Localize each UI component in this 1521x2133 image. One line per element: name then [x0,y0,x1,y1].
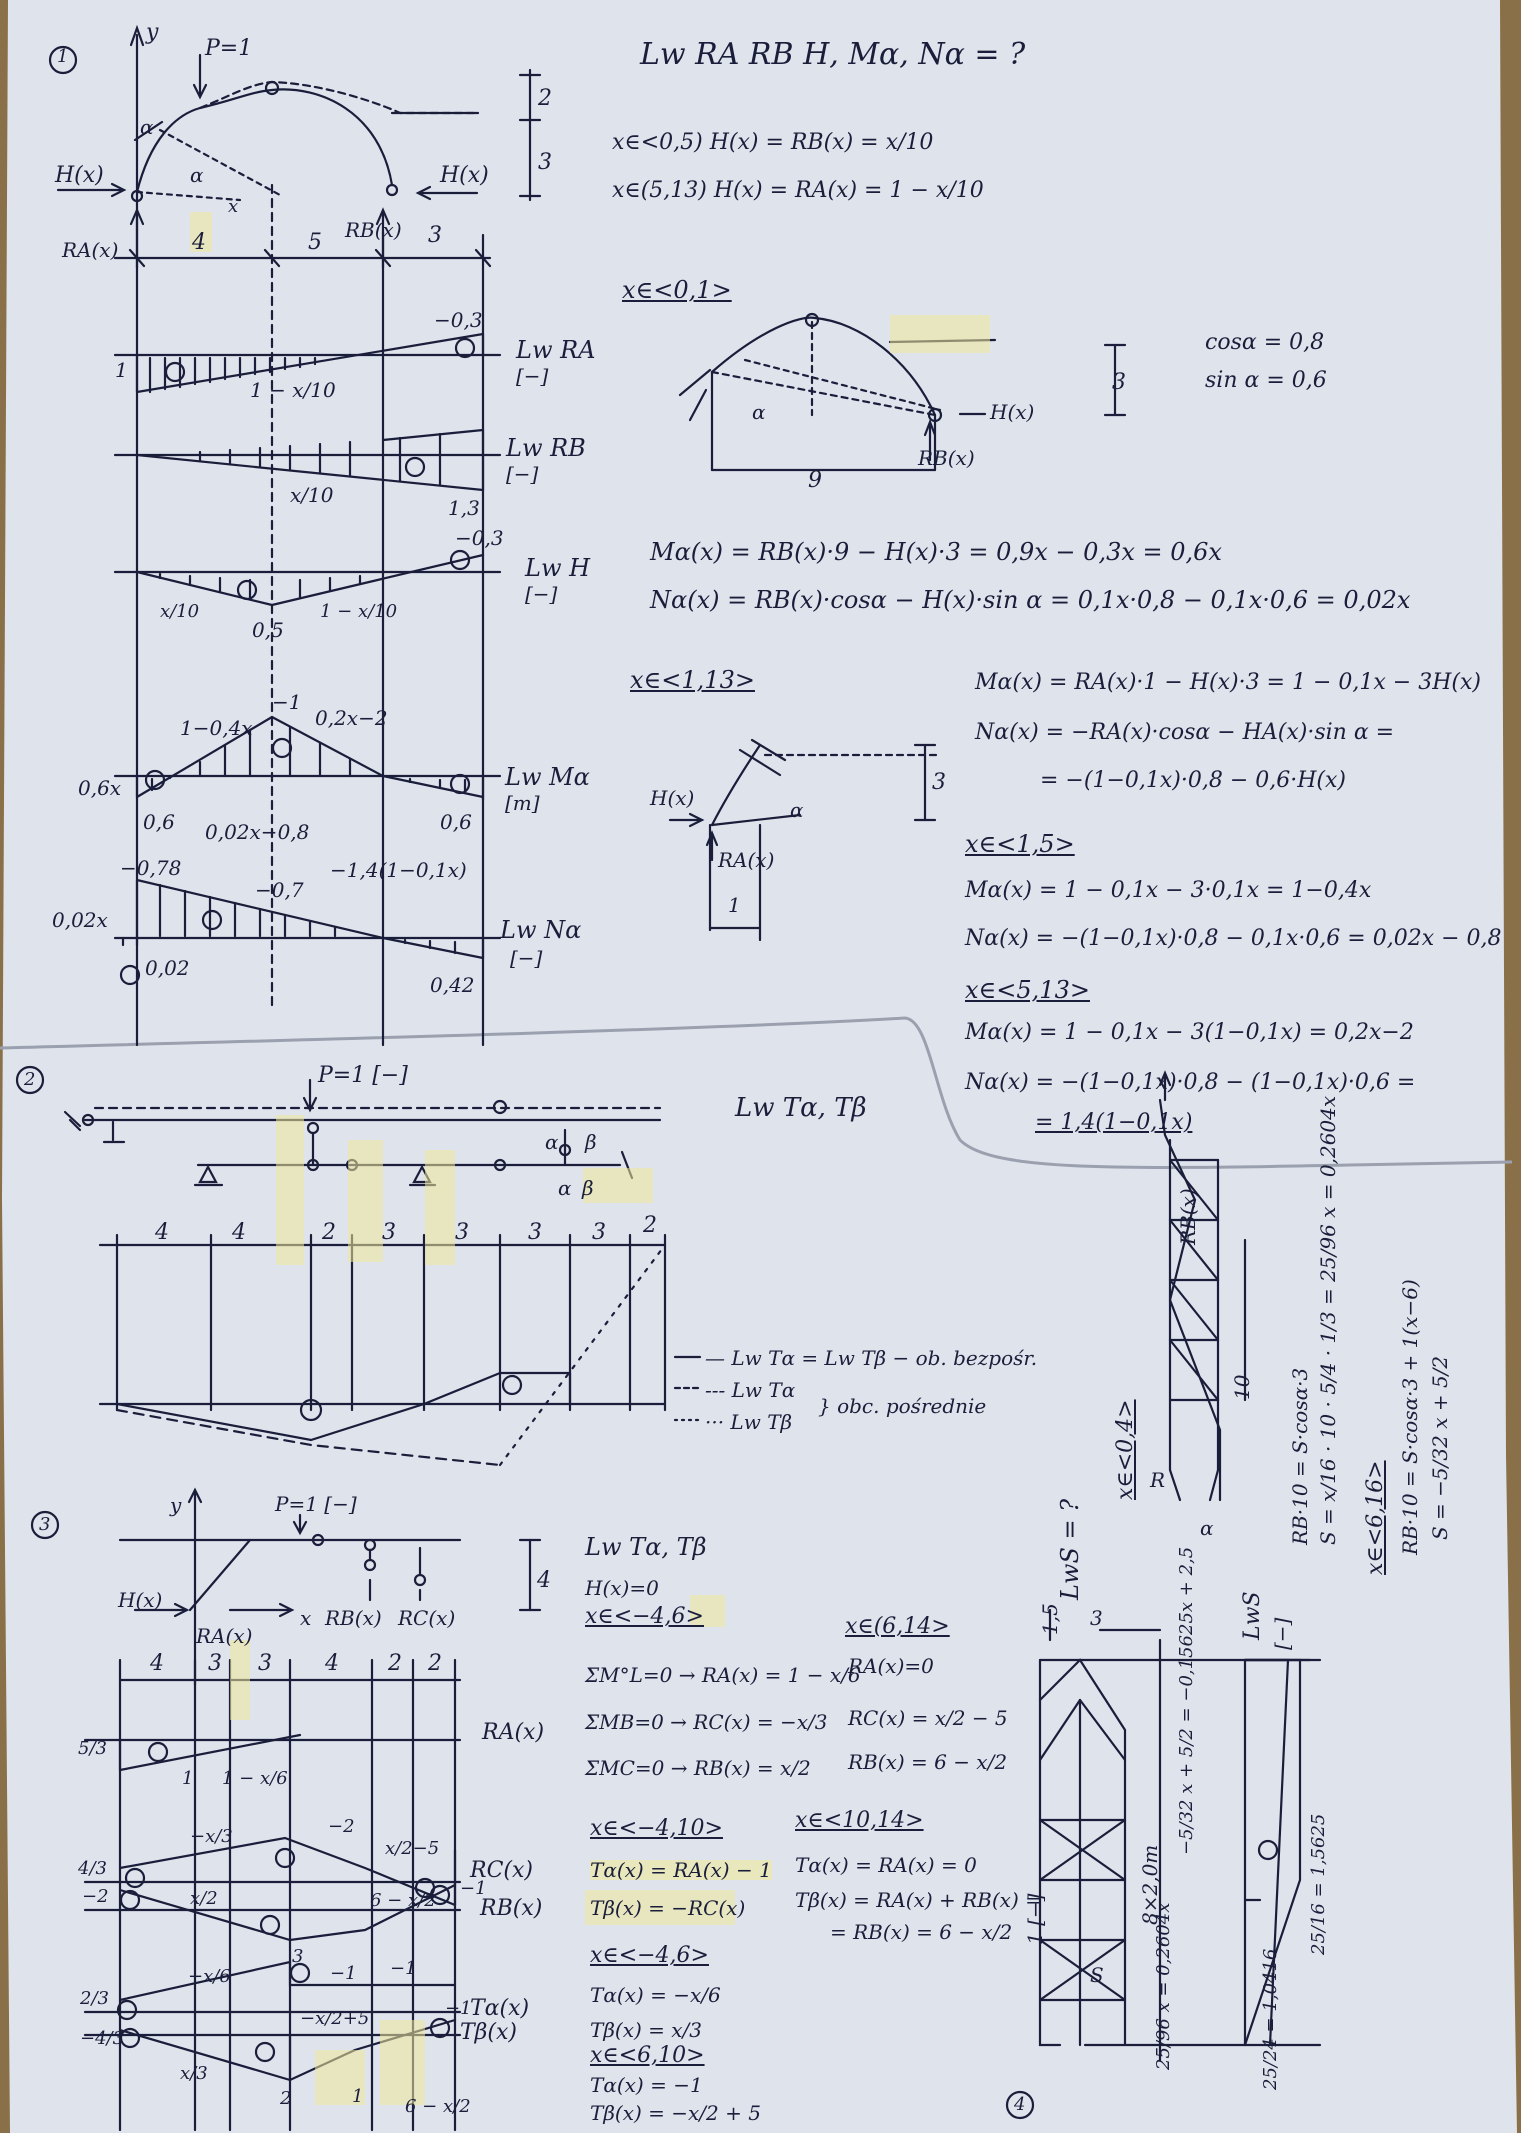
n-5-13-b: = 1,4(1−0,1x) [1035,1110,1193,1135]
section4-dim-3: 3 [1090,1606,1103,1630]
sub-dim-1: 1 [728,893,741,917]
section3-label-h: H(x) [118,1588,163,1612]
eq-h-2: x∈(5,13) H(x) = RA(x) = 1 − x/10 [612,178,984,203]
s3-ra-label-3: 1 − x/6 [222,1768,288,1789]
section4-eq-a2: S = x/16 · 10 · 5/4 · 1/3 = 25/96 x = 0,2604x [1316,1095,1340,1545]
arch-label-rb: RB(x) [918,446,975,470]
section4-number: 4 [1014,2094,1026,2115]
lw-ra-label-end: −0,3 [434,308,483,332]
section3-dim-3: 3 [258,1651,272,1676]
cos-value: cosα = 0,8 [1205,330,1325,355]
lw-n-unit: [−] [510,946,543,970]
s3-tb-label-5: 1 [352,2086,364,2107]
section4-val-2: 25/24 = 1,0416 [1260,1948,1281,2090]
range-0-1: x∈<0,1> [622,276,732,304]
section1-dim-5: 5 [308,230,322,255]
n-1-5: Nα(x) = −(1−0,1x)·0,8 − 0,1x·0,6 = 0,02x − 0,8 [965,926,1502,951]
section4-title: LwS = ? [1056,1498,1084,1600]
section3-load: P=1 [−] [275,1492,357,1516]
section3-dim-vert: 4 [537,1568,551,1593]
s3-ta-name: Tα(x) [470,1996,530,2021]
lw-n-label-left: 0,02x [52,908,108,932]
eq-h-1: x∈<0,5) H(x) = RB(x) = x/10 [612,130,934,155]
lw-n-label-formula: 0,02x−0,8 [205,820,310,844]
s3-rb-label-4: 6 − x/2 [370,1890,436,1911]
section4-label-r: R [1150,1468,1166,1492]
range-1-13: x∈<1,13> [630,666,755,694]
lw-rb-label-formula: x/10 [290,483,334,507]
section4-line-b: −5/32 x + 5/2 = −0,15625x + 2,5 [1176,1546,1197,1855]
s3-tb-label-3: 2 [280,2088,292,2109]
lw-rb-name: Lw RB [506,434,586,462]
section2-dim-5: 3 [455,1220,469,1245]
section3-label-ra: RA(x) [196,1624,253,1648]
section4-load: 1 [−] [1023,1893,1047,1945]
section1-label-h-right: H(x) [440,163,489,188]
lw-h-name: Lw H [525,554,591,582]
section4-val-1: 25/16 = 1,5625 [1308,1813,1329,1955]
section3-range-e: x∈<−4,6> [590,1943,709,1968]
s3-rb-label-3: 3 [292,1946,304,1967]
section3-eq-3b: RB(x) = 6 − x/2 [848,1750,1008,1774]
section3-range-a: x∈<−4,6> [585,1604,704,1629]
section2-beta-2: β [582,1176,594,1200]
section3-ta-1: Tα(x) = RA(x) − 1 [590,1858,772,1882]
s3-rc-label-3: −2 [328,1816,355,1837]
section4-lw-unit: [−] [1270,1617,1294,1650]
lw-m-label-left: 0,6x [78,776,122,800]
lw-ra-label-formula: 1 − x/10 [250,378,336,402]
section4-range-b: x∈<6,16> [1363,1460,1388,1575]
s3-tb-label-1: −4/3 [80,2028,125,2049]
m-1-13: Mα(x) = RA(x)·1 − H(x)·3 = 1 − 0,1x − 3H(x) [975,670,1481,695]
section1-dim-3: 3 [428,223,442,248]
section3-eq-3: ΣMC=0 → RB(x) = x/2 [585,1756,811,1780]
section2-alpha-2: α [558,1176,572,1200]
s3-ta-label-2: −x/6 [188,1966,231,1987]
section1-number: 1 [57,46,69,67]
section3-dim-6: 2 [428,1651,442,1676]
lw-m-label-06b: 0,6 [440,810,472,834]
section4-dim-10: 10 [1230,1374,1254,1400]
sub-label-h: H(x) [650,786,695,810]
section3-label-rb: RB(x) [325,1606,382,1630]
s3-tb-label-6: 6 − x/2 [405,2096,471,2117]
section3-number: 3 [39,1514,51,1535]
lw-m-unit: [m] [505,791,540,815]
section3-eq-2b: RC(x) = x/2 − 5 [848,1706,1008,1730]
n-5-13-a: Nα(x) = −(1−0,1x)·0,8 − (1−0,1x)·0,6 = [965,1070,1416,1095]
lw-m-label-rise: 1−0,4x [180,716,253,740]
lw-h-label-right: 1 − x/10 [320,601,398,622]
section1-axis-y: y [146,20,159,45]
lw-ra-unit: [−] [516,364,549,388]
section3-tb-2b: = RB(x) = 6 − x/2 [830,1920,1013,1944]
section3-label-rc: RC(x) [398,1606,456,1630]
section1-label-alpha: α [140,115,154,139]
s3-rb-name: RB(x) [480,1896,543,1921]
section2-legend-3: ··· Lw Tβ [705,1410,793,1434]
section1-label-ra: RA(x) [62,238,119,262]
section1-dim-v3: 3 [538,150,552,175]
section4-label-rb: RB(x) [1176,1188,1200,1245]
section3-title: Lw Tα, Tβ [585,1533,707,1561]
section4-dim-8x2: 8×2,0m [1138,1844,1162,1925]
section3-dim-5: 2 [388,1651,402,1676]
range-1-5: x∈<1,5> [965,830,1075,858]
s3-ta-label-4: −1 [390,1958,417,1979]
section3-h-zero: H(x)=0 [585,1576,659,1600]
section1-dim-4: 4 [192,230,206,255]
lw-n-label-002: 0,02 [145,956,190,980]
section2-dim-8: 2 [643,1213,657,1238]
section2-number: 2 [24,1069,36,1090]
section3-ta-4: Tα(x) = −1 [590,2073,703,2097]
section4-eq-b1: RB·10 = S·cosα·3 + 1(x−6) [1398,1279,1422,1555]
section1-label-rb: RB(x) [345,218,402,242]
s3-ta-label-1: 2/3 [80,1988,109,2009]
section3-eq-2: ΣMB=0 → RC(x) = −x/3 [585,1710,828,1734]
section3-range-f: x∈<6,10> [590,2043,705,2068]
section3-tb-1: Tβ(x) = −RC(x) [590,1896,746,1920]
sub-dim-3: 3 [932,770,946,795]
s3-rc-label-2: −x/3 [190,1826,233,1847]
lw-n-label-042: 0,42 [430,973,475,997]
s3-rb-label-1: −2 [82,1886,109,1907]
lw-ra-label-1: 1 [115,358,128,382]
section2-dim-2: 4 [232,1220,246,1245]
section4-label-alpha: α [1200,1516,1214,1540]
section1-title: Lw RA RB H, Mα, Nα = ? [640,37,1026,72]
section3-dim-4: 4 [325,1651,339,1676]
lw-h-label-peak: 0,5 [252,618,284,642]
arch-dim-9: 9 [808,468,822,493]
s3-rb-label-2: x/2 [190,1888,218,1909]
section2-dim-6: 3 [528,1220,542,1245]
section2-load: P=1 [−] [318,1063,408,1088]
lw-m-label-peak: −1 [272,690,302,714]
range-5-13: x∈<5,13> [965,976,1090,1004]
section3-eq-1: ΣM°L=0 → RA(x) = 1 − x/6 [585,1663,861,1687]
section1-dim-v2: 2 [538,86,552,111]
section2-alpha: α [545,1130,559,1154]
section3-axis-y: y [170,1493,182,1517]
s3-tb-label-2: x/3 [180,2063,208,2084]
section1-label-x: x [228,196,239,217]
section3-tb-2a: Tβ(x) = RA(x) + RB(x) = [795,1888,1042,1912]
section2-title: Lw Tα, Tβ [735,1093,867,1123]
lw-m-label-fall: 0,2x−2 [315,706,388,730]
section3-range-d: x∈<10,14> [795,1808,924,1833]
lw-n-label-formula-2: −1,4(1−0,1x) [330,858,467,882]
section2-legend-4: } obc. pośrednie [818,1394,987,1418]
s3-rc-name: RC(x) [470,1858,533,1883]
arch-dim-3: 3 [1112,370,1126,395]
lw-n-name: Lw Nα [500,916,582,944]
arch-label-alpha: α [752,400,766,424]
section3-label-x: x [300,1606,312,1630]
section2-dim-7: 3 [592,1220,606,1245]
section1-label-alpha-2: α [190,163,204,187]
lw-rb-label-end: 1,3 [448,496,480,520]
section4-eq-a1: RB·10 = S·cosα·3 [1288,1367,1312,1545]
section2-dim-4: 3 [382,1220,396,1245]
s3-ra-label-1: 5/3 [78,1738,107,1759]
section3-range-c: x∈<−4,10> [590,1816,723,1841]
lw-ra-name: Lw RA [516,336,596,364]
section3-eq-1b: RA(x)=0 [848,1654,934,1678]
sub-label-alpha: α [790,798,804,822]
s3-tb-label-7: −1 [445,1998,472,2019]
sub-label-ra: RA(x) [718,848,775,872]
section2-legend-1: — Lw Tα = Lw Tβ − ob. bezpośr. [705,1346,1038,1370]
lw-n-label-07: −0,7 [255,878,304,902]
lw-n-label-078: −0,78 [120,856,182,880]
section4-range-a: x∈<0,4> [1113,1399,1138,1500]
s3-tb-name: Tβ(x) [460,2020,517,2045]
section3-range-b: x∈(6,14> [845,1614,950,1639]
section4-line-a: 25/96 x = 0,2604x [1153,1902,1174,2070]
section3-tb-4: Tβ(x) = −x/2 + 5 [590,2101,761,2125]
section1-load: P=1 [205,36,253,61]
section2-dim-1: 4 [155,1220,169,1245]
section3-tb-3: Tβ(x) = x/3 [590,2018,703,2042]
section2-legend-2: --- Lw Tα [705,1378,796,1402]
lw-rb-unit: [−] [506,462,539,486]
lw-m-label-06a: 0,6 [143,810,175,834]
section4-lw: LwS [1240,1591,1265,1640]
lw-m-name: Lw Mα [505,763,590,791]
sin-value: sin α = 0,6 [1205,368,1327,393]
section3-ta-2: Tα(x) = RA(x) = 0 [795,1853,977,1877]
lw-h-unit: [−] [525,582,558,606]
section3-ta-3: Tα(x) = −x/6 [590,1983,721,2007]
s3-ra-label-2: 1 [182,1768,194,1789]
s3-rc-label-1: 4/3 [78,1858,107,1879]
section4-label-s: S [1090,1963,1104,1987]
section4-eq-b2: S = −5/32 x + 5/2 [1428,1355,1452,1540]
section3-dim-2: 3 [208,1651,222,1676]
s3-tb-label-4: −x/2+5 [300,2008,370,2029]
m-5-13: Mα(x) = 1 − 0,1x − 3(1−0,1x) = 0,2x−2 [965,1020,1414,1045]
lw-h-label-left: x/10 [160,601,200,622]
s3-rc-label-4: x/2−5 [385,1838,440,1859]
section2-beta: β [585,1130,597,1154]
section3-dim-1: 4 [150,1651,164,1676]
s3-rb-label-5: −1 [460,1878,487,1899]
lw-h-label-end: −0,3 [455,526,504,550]
s3-ta-label-3: −1 [330,1963,357,1984]
section2-dim-3: 2 [322,1220,336,1245]
arch-label-h: H(x) [990,400,1035,424]
n-1-13-a: Nα(x) = −RA(x)·cosα − HA(x)·sin α = [975,720,1395,745]
m-0-1: Mα(x) = RB(x)·9 − H(x)·3 = 0,9x − 0,3x = 0,6x [650,538,1222,566]
section1-label-h-left: H(x) [55,163,104,188]
n-0-1: Nα(x) = RB(x)·cosα − H(x)·sin α = 0,1x·0,8 − 0,1x·0,6 = 0,02x [650,586,1411,614]
m-1-5: Mα(x) = 1 − 0,1x − 3·0,1x = 1−0,4x [965,878,1372,903]
n-1-13-b: = −(1−0,1x)·0,8 − 0,6·H(x) [1040,768,1346,793]
s3-ra-name: RA(x) [482,1720,545,1745]
section4-dim-15: 1,5 [1038,1603,1062,1635]
